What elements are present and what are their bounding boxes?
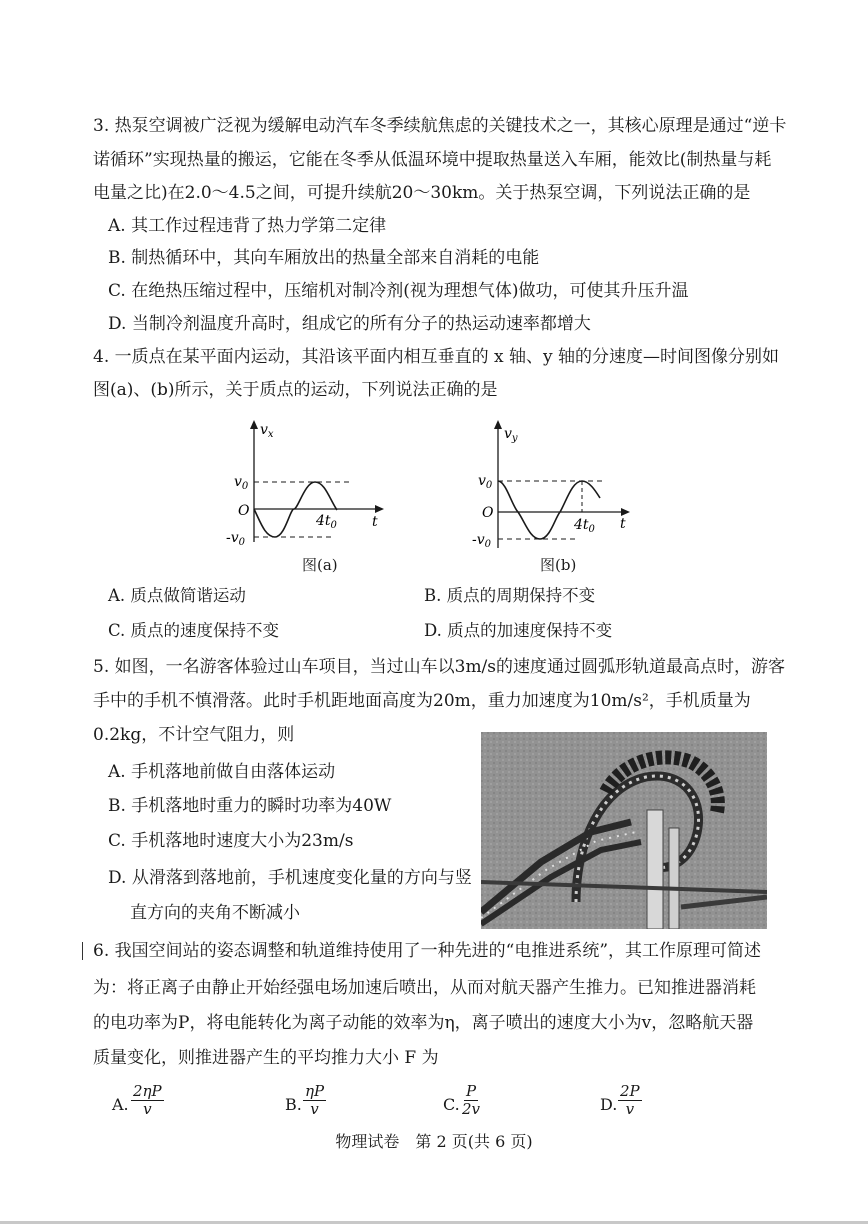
graph-b-t-tick: $4t_0$ xyxy=(574,517,595,535)
q6-option-b-denominator: v xyxy=(310,1100,319,1118)
q6-option-d-denominator: v xyxy=(625,1100,635,1118)
q4-option-d: D. 质点的加速度保持不变 xyxy=(424,621,613,640)
roller-coaster-photo xyxy=(481,732,767,929)
q6-option-a-denominator: v xyxy=(143,1100,152,1118)
q6-option-a-numerator: 2ηP xyxy=(133,1082,162,1100)
q3-option-d: D. 当制冷剂温度升高时，组成它的所有分子的热运动速率都增大 xyxy=(108,314,591,334)
graph-a-t-tick: $4t_0$ xyxy=(316,513,337,531)
q6-stem-line-4: 质量变化，则推进器产生的平均推力大小 F 为 xyxy=(93,1048,439,1068)
q6-option-b-fraction xyxy=(303,1083,326,1118)
q6-stem-line-1: 6. 我国空间站的姿态调整和轨道维持使用了一种先进的“电推进系统”，其工作原理可简述 xyxy=(93,941,762,961)
graph-b-ylabel: $v_y$ xyxy=(504,426,518,444)
q4-option-c: C. 质点的速度保持不变 xyxy=(108,621,280,640)
q5-option-d-line-2: 直方向的夹角不断减小 xyxy=(130,903,300,923)
q6-option-c-denominator: 2v xyxy=(462,1100,481,1118)
page-footer: 物理试卷 第 2 页(共 6 页) xyxy=(335,1132,533,1151)
q5-stem-line-1: 5. 如图，一名游客体验过山车项目，当过山车以3m/s的速度通过圆弧形轨道最高点时，游客 xyxy=(93,657,786,677)
q6-option-c-label: C. xyxy=(443,1095,460,1114)
bottom-border xyxy=(0,1221,868,1224)
q5-stem-line-3: 0.2kg，不计空气阻力，则 xyxy=(93,725,295,745)
graph-a-neg-v0-label: $-v_0$ xyxy=(226,530,246,548)
q6-stem-line-3: 的电功率为P，将电能转化为离子动能的效率为η，离子喷出的速度大小为v，忽略航天器 xyxy=(93,1013,754,1033)
graph-a-origin: O xyxy=(238,503,250,519)
graph-b-origin: O xyxy=(482,505,494,521)
graph-b-neg-v0-label: $-v_0$ xyxy=(472,532,492,550)
q4-stem-line-1: 4. 一质点在某平面内运动，其沿该平面内相互垂直的 x 轴、y 轴的分速度—时间图像分别如 xyxy=(93,347,780,367)
graph-a-ylabel: $v_x$ xyxy=(260,422,274,440)
q6-option-d-numerator: 2P xyxy=(620,1082,640,1100)
q5-stem-line-2: 手中的手机不慎滑落。此时手机距地面高度为20m，重力加速度为10m/s²，手机质量为 xyxy=(93,691,751,711)
q6-option-d-label: D. xyxy=(600,1095,618,1114)
q6-option-c-fraction xyxy=(460,1083,482,1118)
q6-option-b-numerator: ηP xyxy=(305,1082,325,1100)
q5-option-d-line-1: D. 从滑落到落地前，手机速度变化量的方向与竖 xyxy=(108,868,472,888)
graph-b-caption: 图(b) xyxy=(540,556,577,574)
q4-stem-line-2: 图(a)、(b)所示，关于质点的运动，下列说法正确的是 xyxy=(93,380,498,400)
graph-a-caption: 图(a) xyxy=(302,556,338,574)
q5-option-c: C. 手机落地时速度大小为23m/s xyxy=(108,831,354,851)
q3-option-b: B. 制热循环中，其向车厢放出的热量全部来自消耗的电能 xyxy=(108,248,540,268)
q6-option-c-numerator: P xyxy=(465,1082,477,1100)
q5-option-a: A. 手机落地前做自由落体运动 xyxy=(108,762,336,782)
q4-option-b: B. 质点的周期保持不变 xyxy=(424,586,596,605)
graph-a-t-label: t xyxy=(372,514,378,530)
q5-option-b: B. 手机落地时重力的瞬时功率为40W xyxy=(108,796,392,816)
graph-a-v0-label: $v_0$ xyxy=(234,474,249,492)
q4-option-a: A. 质点做简谐运动 xyxy=(108,586,246,605)
graph-b-t-label: t xyxy=(620,516,626,532)
q6-option-d-fraction xyxy=(618,1083,642,1118)
q6-stem-line-2: 为：将正离子由静止开始经强电场加速后喷出，从而对航天器产生推力。已知推进器消耗 xyxy=(93,978,756,998)
q6-option-b-label: B. xyxy=(285,1095,302,1114)
q6-option-a-fraction xyxy=(131,1083,164,1118)
velocity-graph-a xyxy=(222,418,392,553)
q6-option-a-label: A. xyxy=(112,1095,129,1114)
margin-mark xyxy=(82,942,83,960)
q3-option-a: A. 其工作过程违背了热力学第二定律 xyxy=(108,216,387,236)
velocity-graph-b xyxy=(470,418,640,553)
q3-stem-line-3: 电量之比)在2.0～4.5之间，可提升续航20～30km。关于热泵空调，下列说法正确的是 xyxy=(93,183,751,203)
q3-stem-line-2: 诺循环”实现热量的搬运，它能在冬季从低温环境中提取热量送入车厢，能效比(制热量与耗 xyxy=(93,150,772,170)
graph-b-v0-label: $v_0$ xyxy=(478,473,493,491)
q3-option-c: C. 在绝热压缩过程中，压缩机对制冷剂(视为理想气体)做功，可使其升压升温 xyxy=(108,281,689,301)
q3-stem-line-1: 3. 热泵空调被广泛视为缓解电动汽车冬季续航焦虑的关键技术之一，其核心原理是通过“逆卡 xyxy=(93,116,787,136)
